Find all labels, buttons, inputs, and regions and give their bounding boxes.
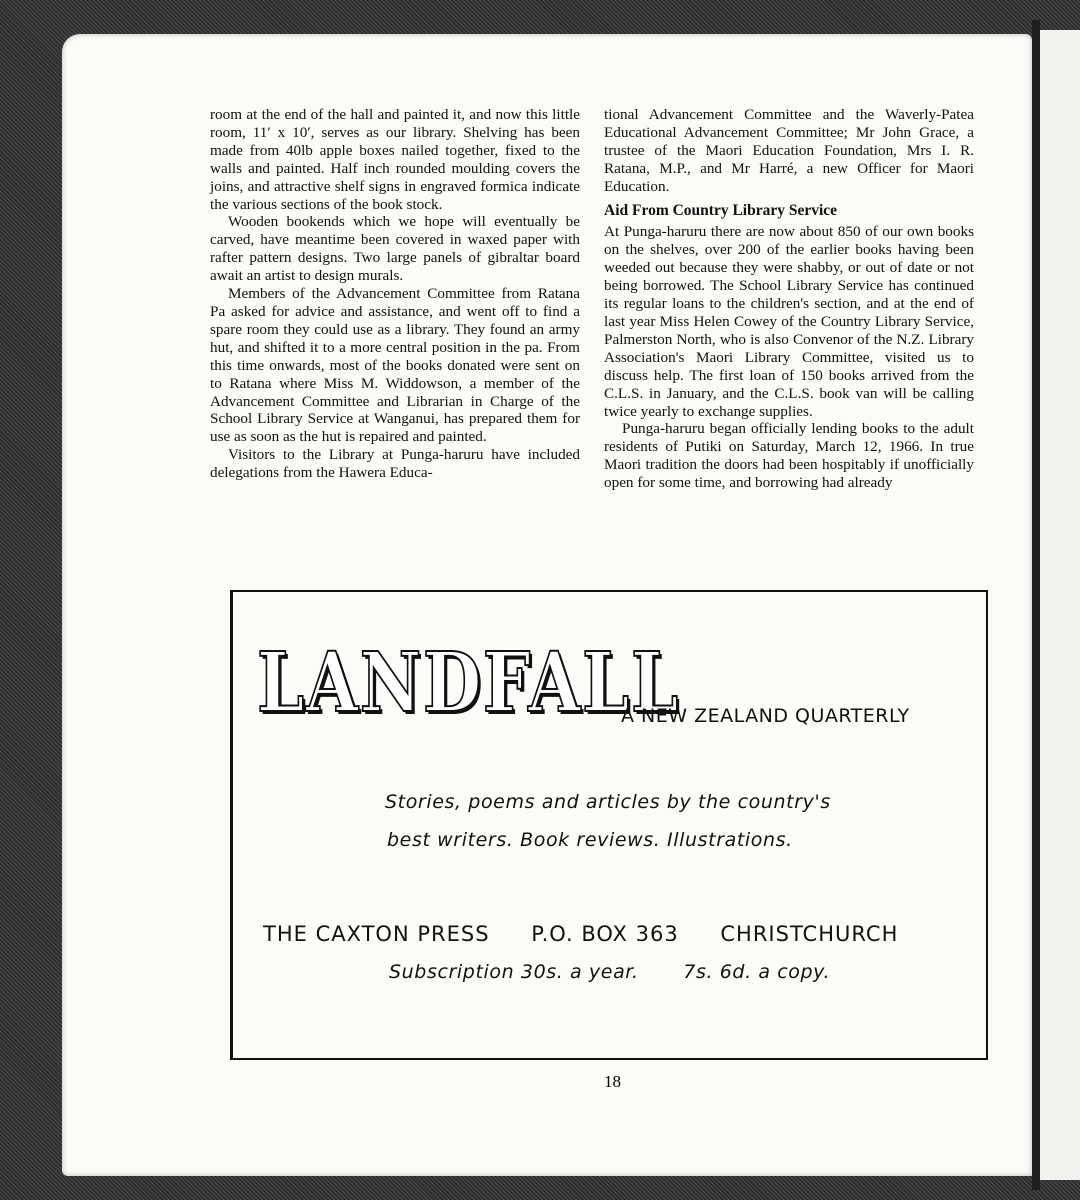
page-number: 18 — [604, 1072, 621, 1091]
ad-pricing — [389, 961, 830, 983]
ad-title: LANDFALL — [257, 635, 680, 731]
left-column — [210, 106, 580, 482]
paragraph: Punga-haruru began officially lending books to the adult residents of Putiki on Saturday, March 12, 1966. In true Maori tradition the doors had been hospitably if unofficially open for some time, and borrowing had already — [604, 420, 974, 492]
ad-subtitle: A NEW ZEALAND QUARTERLY — [621, 705, 910, 727]
right-column — [604, 106, 974, 492]
ad-publisher: THE CAXTON PRESS — [263, 922, 490, 946]
ad-tagline-1: Stories, poems and articles by the country's — [385, 791, 831, 813]
paragraph: Visitors to the Library at Punga-haruru have included delegations from the Hawera Educa- — [210, 446, 580, 482]
ad-po-box: P.O. BOX 363 — [531, 922, 679, 946]
paragraph: Members of the Advancement Committee from Ratana Pa asked for advice and assistance, and went off to find a spare room they could use as a library. They found an army hut, and shifted it to a more central position in the pa. From this time onwards, most of the books donated were sent on to Ratana where Miss M. Widdowson, a member of the Advancement Committee and Librarian in Charge of the School Library Service at Wanganui, has prepared them for use as soon as the hut is repaired and painted. — [210, 285, 580, 446]
binding-edge — [1032, 20, 1040, 1190]
ad-subscription: Subscription 30s. a year. — [389, 961, 639, 983]
landfall-advertisement — [230, 590, 988, 1060]
next-page-edge — [1040, 30, 1080, 1180]
ad-copy-price: 7s. 6d. a copy. — [683, 961, 831, 983]
paragraph: room at the end of the hall and painted it, and now this little room, 11′ x 10′, serves as our library. Shelving has been made from 40lb apple boxes nailed together, fixed to the walls and painted. Half inch rounded moulding covers the joins, and attractive shelf signs in engraved formica indicate the various sections of the book stock. — [210, 106, 580, 213]
paragraph: At Punga-haruru there are now about 850 of our own books on the shelves, over 200 of the earlier books having been weeded out because they were shabby, or out of date or not being borrowed. The School Library Service has continued its regular loans to the children's section, and at the end of last year Miss Helen Cowey of the Country Library Service, Palmerston North, who is also Convenor of the N.Z. Library Association's Maori Library Committee, visited us to discuss help. The first loan of 150 books arrived from the C.L.S. in January, and the C.L.S. book van will be calling twice yearly to exchange supplies. — [604, 223, 974, 420]
section-heading: Aid From Country Library Service — [604, 201, 838, 219]
paragraph: tional Advancement Committee and the Waverly-Patea Educational Advancement Committee; Mr John Grace, a trustee of the Maori Education Foundation, Mrs I. R. Ratana, M.P., and Mr Harré, a new Officer for Maori Education. — [604, 106, 974, 195]
ad-address — [263, 922, 898, 946]
ad-tagline-2: best writers. Book reviews. Illustrations. — [387, 829, 793, 851]
ad-city: CHRISTCHURCH — [720, 922, 899, 946]
paragraph: Wooden bookends which we hope will eventually be carved, have meantime been covered in waxed paper with rafter pattern designs. Two large panels of gibraltar board await an artist to design murals. — [210, 213, 580, 285]
